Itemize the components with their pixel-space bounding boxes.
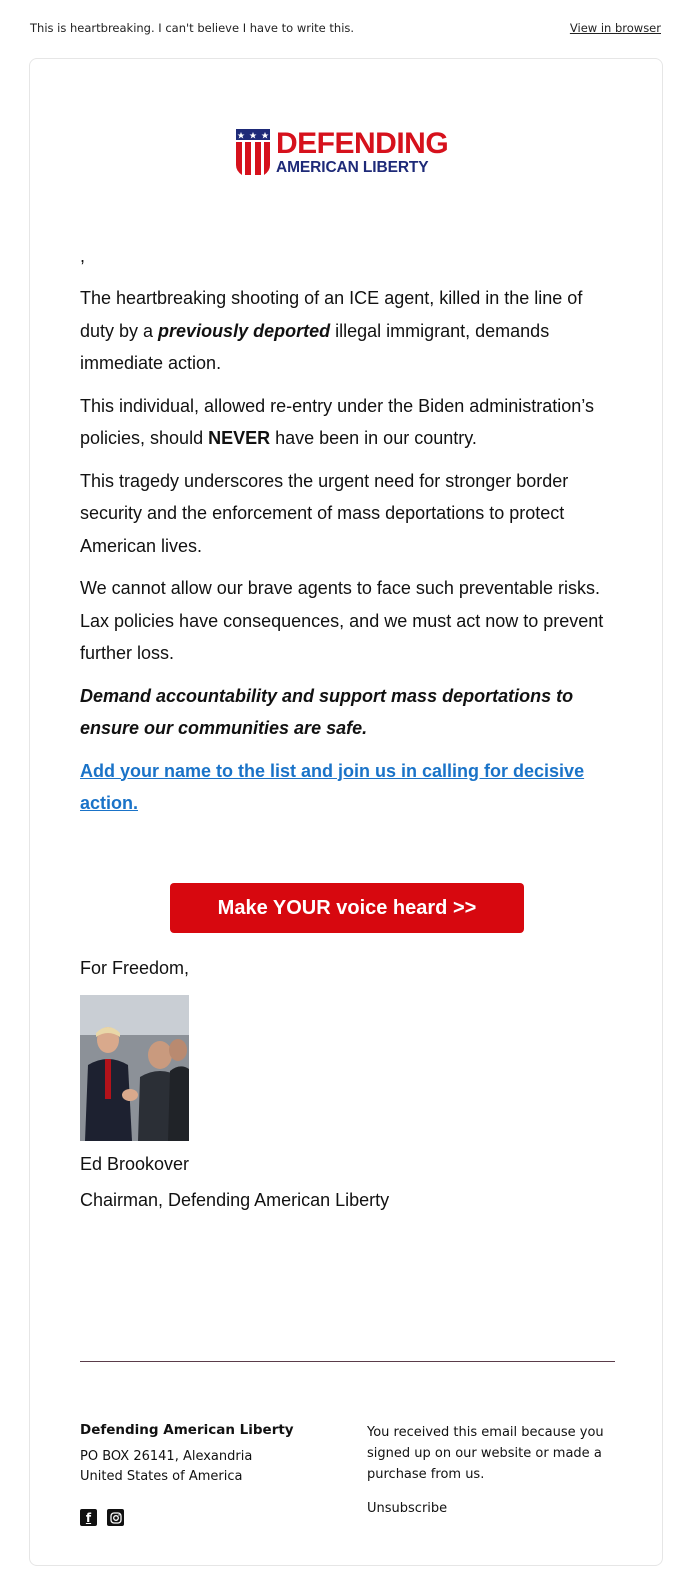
cta-container — [170, 883, 524, 933]
email-body — [80, 240, 620, 830]
paragraph-3: This tragedy underscores the urgent need for stronger border security and the enforcement of mass deportations to protect American lives. — [80, 470, 569, 556]
logo-line1: DEFENDING — [276, 126, 449, 160]
make-your-voice-heard-button[interactable]: Make YOUR voice heard >> — [170, 883, 524, 933]
signature-name: Ed Brookover — [80, 1154, 190, 1174]
footer-notice: You received this email because you signed up on our website or made a purchase from us. — [367, 1425, 604, 1482]
paragraph-4: We cannot allow our brave agents to face such preventable risks. Lax policies have consequences, and we must act now to prevent further loss. — [80, 578, 604, 663]
instagram-icon[interactable] — [107, 1509, 124, 1526]
flag-shield-icon — [236, 129, 270, 175]
logo-line2: AMERICAN LIBERTY — [276, 158, 429, 176]
view-in-browser-link[interactable]: View in browser — [569, 21, 661, 35]
signature-title: Chairman, Defending American Liberty — [80, 1190, 390, 1210]
footer-org-name: Defending American Liberty — [80, 1422, 294, 1438]
unsubscribe-link[interactable]: Unsubscribe — [367, 1501, 448, 1516]
paragraph-link — [80, 755, 620, 820]
social-links — [80, 1509, 340, 1526]
emphasis-never: NEVER — [208, 428, 271, 448]
signature-photo — [80, 995, 189, 1141]
emphasis-previously-deported: previously deported — [158, 320, 331, 341]
greeting: , — [80, 246, 86, 266]
preheader-text: This is heartbreaking. I can't believe I have to write this. — [30, 21, 355, 35]
footer-divider — [80, 1361, 615, 1362]
paragraph-1: The heartbreaking shooting of an ICE agent, killed in the line of duty by a previously deported illegal immigrant, demands immediate action. — [80, 288, 583, 373]
logo-wordmark — [276, 126, 449, 176]
paragraph-5: Demand accountability and support mass deportations to ensure our communities are safe. — [80, 685, 574, 738]
preheader — [30, 21, 661, 35]
paragraph-2: This individual, allowed re-entry under the Biden administration’s policies, should NEVER have been in our country. — [80, 395, 594, 448]
add-your-name-link[interactable]: Add your name to the list and join us in calling for decisive action. — [80, 760, 585, 813]
footer-notice-block — [367, 1422, 617, 1519]
photo-image — [80, 995, 189, 1141]
signoff: For Freedom, — [80, 958, 190, 978]
facebook-icon[interactable]: f — [80, 1509, 97, 1526]
logo — [236, 127, 466, 177]
footer-address: PO BOX 26141, Alexandria United States of America — [80, 1449, 253, 1484]
footer-address-block — [80, 1420, 340, 1526]
